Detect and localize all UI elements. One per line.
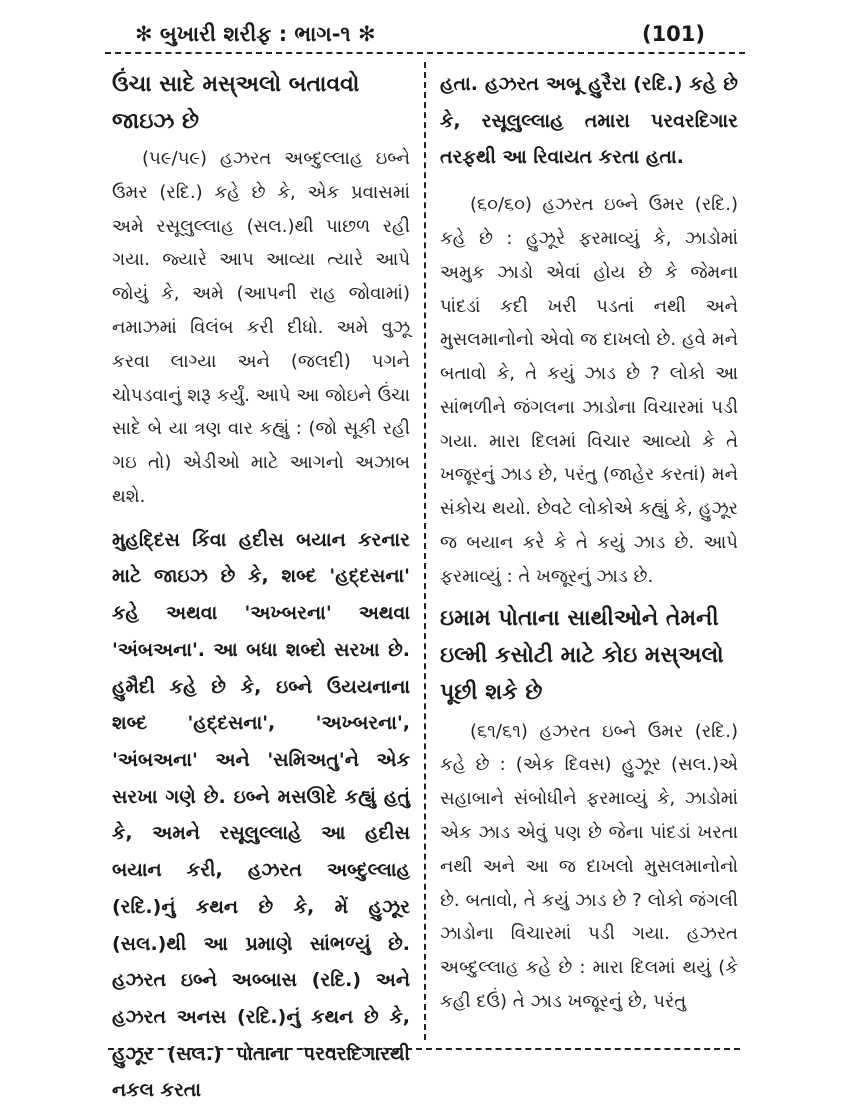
section-heading: ઇમામ પોતાના સાથીઓને તેમની ઇલ્મી કસોટી માટે કોઇ મસ્અલો પૂછી શકે છે: [440, 605, 724, 705]
book-title: ✻ બુખારી શરીફ : ભાગ-૧ ✻: [135, 22, 376, 46]
left-column: [112, 66, 410, 1109]
bold-section-continuation: હતા. હઝરત અબૂ હુરૈરા (રદિ.) કહે છે કે, રસૂલુલ્લાહ તમારા પરવરદિગાર તરફથી આ રિવાયત કરતા હતા.: [440, 73, 738, 169]
column-divider: [424, 62, 426, 1040]
right-column: [440, 66, 738, 1025]
header-divider: [105, 52, 745, 54]
bold-section-text: મુહદ્દિસ કિંવા હદીસ બયાન કરનાર માટે જાઇઝ છે કે, શબ્દ 'હદ્દસના' કહે અથવા 'અખ્બરના' અથવા 'અંબઅના'. આ બધા શબ્દો સરખા છે. હુમૈદી કહે છે કે, ઇબ્ને ઉયયનાના શબ્દ 'હદ્દસના', 'અખ્બરના', 'અંબઅના' અને 'સમિઅતુ'ને એક સરખા ગણે છે. ઇબ્ને મસઊદે કહ્યું હતું કે, અમને રસૂલુલ્લાહે આ હદીસ બયાન કરી, હઝરત અબ્દુલ્લાહ (રદિ.)નું કથન છે કે, મેં હુઝૂર (સલ.)થી આ પ્રમાણે સાંભળ્યું છે. હઝરત ઇબ્ને અબ્બાસ (રદિ.) અને હઝરત અનસ (રદિ.)નું કથન છે કે, હુઝૂર (સલ.) પોતાના પરવરદિગારથી નકલ કરતા: [112, 528, 410, 1102]
page-header: [105, 18, 745, 54]
hadith-paragraph: (૬૦/૬૦) હઝરત ઇબ્ને ઉમર (રદિ.) કહે છે : હુઝૂરે ફરમાવ્યું કે, ઝાડોમાં અમુક ઝાડો એવાં હોય છે કે જેમના પાંદડાં કદી ખરી પડતાં નથી અને મુસલમાનોનો એવો જ દાખલો છે. હવે મને બતાવો કે, તે કયું ઝાડ છે ? લોકો આ સાંભળીને જંગલના ઝાડોના વિચારમાં પડી ગયા. મારા દિલમાં વિચાર આવ્યો કે તે ખજૂરનું ઝાડ છે, પરંતુ (જાહેર કરતાં) મને સંકોચ થયો. છેવટે લોકોએ કહ્યું કે, હુઝૂર જ બયાન કરે કે તે કયું ઝાડ છે. આપે ફરમાવ્યું : તે ખજૂરનું ઝાડ છે.: [440, 194, 738, 587]
page-number: (101): [641, 22, 705, 46]
section-heading: ઉંચા સાદે મસ્અલો બતાવવો જાઇઝ છે: [112, 72, 360, 134]
hadith-paragraph: (૬૧/૬૧) હઝરત ઇબ્ને ઉમર (રદિ.) કહે છે : (એક દિવસ) હુઝૂર (સલ.)એ સહાબાને સંબોધીને ફરમાવ્યું કે, ઝાડોમાં એક ઝાડ એવું પણ છે જેના પાંદડાં ખરતા નથી અને આ જ દાખલો મુસલમાનોનો છે. બતાવો, તે કયું ઝાડ છે ? લોકો જંગલી ઝાડોના વિચારમાં પડી ગયા. હઝરત અબ્દુલ્લાહ કહે છે : મારા દિલમાં થયું (કે કહી દઉં) તે ઝાડ ખજૂરનું છે, પરંતુ: [440, 720, 738, 1013]
hadith-paragraph: (૫૯/૫૯) હઝરત અબ્દુલ્લાહ ઇબ્ને ઉમર (રદિ.) કહે છે કે, એક પ્રવાસમાં અમે રસૂલુલ્લાહ (સલ.)થી પાછળ રહી ગયા. જ્યારે આપ આવ્યા ત્યારે આપે જોયું કે, અમે (આપની રાહ જોવામાં) નમાઝમાં વિલંબ કરી દીધો. અમે વુઝૂ કરવા લાગ્યા અને (જલદી) પગને ચોપડવાનું શરૂ કર્યું. આપે આ જોઇને ઉંચા સાદે બે યા ત્રણ વાર કહ્યું : (જો સૂકી રહી ગઇ તો) એડીઓ માટે આગનો અઝાબ થશે.: [112, 148, 410, 507]
footer-divider: [108, 1048, 740, 1050]
